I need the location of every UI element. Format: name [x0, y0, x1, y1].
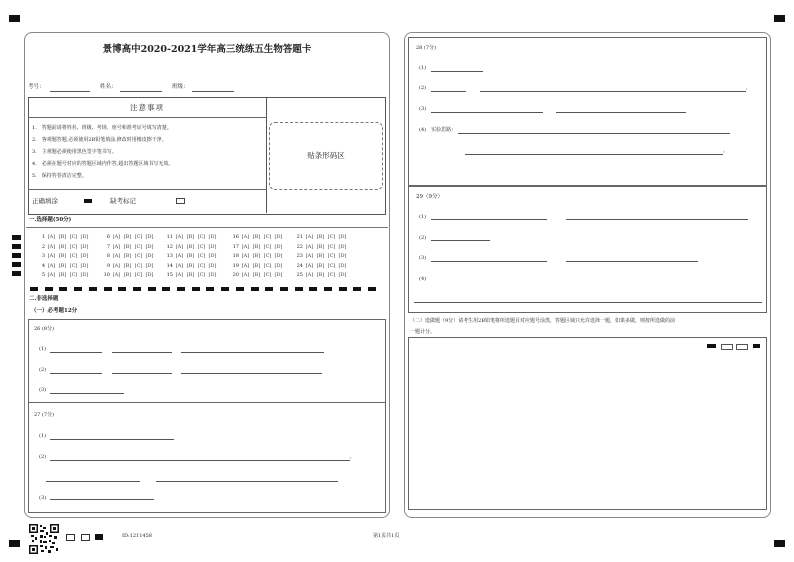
choice-option-bubble[interactable]: [B]: [252, 253, 261, 259]
choice-question-number: 13: [166, 253, 173, 259]
choice-question: [293, 234, 348, 241]
choice-question: [100, 244, 155, 251]
notice-divider-h1: [28, 117, 266, 118]
q28-period: 。: [723, 148, 729, 154]
exam-no-label: 考号：: [28, 84, 45, 90]
q29-blank[interactable]: [431, 261, 547, 262]
choice-option-bubble[interactable]: [A]: [47, 234, 56, 240]
barcode-label: 贴条形码区: [307, 151, 345, 160]
corner-mark-top-right: [774, 15, 785, 22]
choice-option-bubble[interactable]: [B]: [58, 262, 67, 269]
choice-question: [229, 272, 284, 279]
choice-option-bubble[interactable]: [B]: [123, 262, 132, 269]
choice-option-bubble[interactable]: [A]: [47, 253, 56, 259]
q26-blank[interactable]: [112, 352, 172, 353]
choice-question: [293, 244, 348, 251]
exam-no-field[interactable]: [50, 91, 90, 92]
choice-question: [229, 253, 284, 260]
q29-label-3: (3): [419, 255, 427, 261]
choice-question-number: 1: [41, 234, 45, 240]
q27-blank[interactable]: [50, 499, 154, 500]
choice-option-bubble[interactable]: [D]: [145, 234, 154, 240]
q28-blank[interactable]: [556, 112, 686, 113]
choice-question: [100, 263, 155, 270]
fill-correct-label: 正确填涂: [32, 197, 58, 205]
choice-question-number: 10: [103, 272, 110, 278]
class-field[interactable]: [192, 91, 234, 92]
choice-option-bubble[interactable]: [B]: [316, 272, 325, 278]
name-field[interactable]: [120, 91, 162, 92]
timing-mark: [74, 287, 82, 291]
elective-instructions: （二）选做题（9分）请考生用2B铅笔将所选题目对应题号涂黑，答题区域只允许选择一题，如果多做，则按所选做的前: [410, 318, 676, 324]
timing-mark: [177, 287, 185, 291]
choice-option-bubble[interactable]: [D]: [338, 243, 347, 250]
timing-mark: [12, 262, 21, 267]
notice-divider-v: [266, 97, 267, 213]
choice-option-bubble[interactable]: [B]: [58, 253, 67, 259]
choice-option-bubble[interactable]: [A]: [305, 234, 314, 240]
fill-correct-sample: [84, 199, 92, 203]
timing-mark: [162, 287, 170, 291]
choice-option-bubble[interactable]: [C]: [327, 243, 336, 250]
choice-option-bubble[interactable]: [A]: [47, 262, 56, 269]
choice-question: [163, 253, 218, 260]
choice-option-bubble[interactable]: [B]: [316, 262, 325, 269]
choice-option-bubble[interactable]: [D]: [274, 253, 283, 259]
choice-option-bubble[interactable]: [A]: [175, 253, 184, 259]
choice-heading: 一.选择题(50分): [29, 217, 72, 223]
q28-comma: ，: [746, 85, 752, 91]
choice-question: [100, 272, 155, 279]
timing-mark: [59, 287, 67, 291]
q28-label-2: (2): [419, 85, 427, 91]
choice-option-bubble[interactable]: [A]: [112, 272, 121, 278]
choice-option-bubble[interactable]: [D]: [208, 243, 217, 250]
choice-option-bubble[interactable]: [A]: [175, 243, 184, 250]
q26-title: 26 (8分): [34, 326, 55, 332]
choice-question: [35, 244, 90, 251]
choice-option-bubble[interactable]: [B]: [123, 234, 132, 240]
choice-option-bubble[interactable]: [B]: [58, 272, 67, 278]
timing-mark: [324, 287, 332, 291]
choice-question-number: 2: [41, 243, 45, 250]
choice-option-bubble[interactable]: [B]: [123, 253, 132, 259]
choice-question: [35, 253, 90, 260]
choice-question-number: 3: [41, 253, 45, 259]
choice-option-bubble[interactable]: [A]: [175, 272, 184, 278]
timing-mark: [339, 287, 347, 291]
choice-option-bubble[interactable]: [A]: [305, 272, 314, 278]
choice-option-bubble[interactable]: [C]: [263, 272, 272, 278]
choice-option-bubble[interactable]: [C]: [134, 262, 143, 269]
choice-option-bubble[interactable]: [C]: [327, 234, 336, 240]
choice-option-bubble[interactable]: [C]: [69, 262, 78, 269]
corner-mark-bottom-right: [774, 540, 785, 547]
choice-option-bubble[interactable]: [A]: [241, 262, 250, 269]
q29-blank[interactable]: [566, 261, 698, 262]
timing-mark: [295, 287, 303, 291]
timing-mark: [368, 287, 376, 291]
timing-mark: [12, 253, 21, 258]
choice-option-bubble[interactable]: [D]: [208, 262, 217, 269]
name-label: 姓名：: [100, 84, 117, 90]
choice-option-bubble[interactable]: [A]: [112, 253, 121, 259]
q27-blank[interactable]: [156, 481, 338, 482]
choice-option-bubble[interactable]: [D]: [80, 234, 89, 240]
choice-question: [293, 263, 348, 270]
nonchoice-heading: 二.非选择题: [29, 296, 59, 302]
answer-box-26-27: [28, 319, 386, 513]
choice-option-bubble[interactable]: [B]: [186, 253, 195, 259]
choice-option-bubble[interactable]: [B]: [186, 262, 195, 269]
choice-option-bubble[interactable]: [A]: [241, 243, 250, 250]
q26-label-3: (3): [39, 387, 47, 393]
choice-option-bubble[interactable]: [D]: [274, 234, 283, 240]
q28-blank[interactable]: [465, 154, 723, 155]
q28-blank[interactable]: [458, 133, 730, 134]
choice-question: [100, 234, 155, 241]
choice-option-bubble[interactable]: [C]: [134, 234, 143, 240]
choice-option-bubble[interactable]: [A]: [305, 262, 314, 269]
choice-question-number: 15: [166, 272, 173, 278]
notice-divider-h2: [28, 189, 266, 190]
choice-question-number: 17: [232, 243, 239, 250]
choice-question-number: 21: [296, 234, 303, 240]
choice-option-bubble[interactable]: [C]: [263, 234, 272, 240]
q29-blank[interactable]: [431, 219, 547, 220]
choice-option-bubble[interactable]: [C]: [69, 272, 78, 278]
notice-heading: 注意事项: [130, 103, 164, 112]
choice-question-number: 20: [232, 272, 239, 278]
choice-question-number: 23: [296, 253, 303, 259]
choice-option-bubble[interactable]: [D]: [338, 272, 347, 278]
class-label: 班级：: [172, 84, 189, 90]
elective-instructions-cont: 一题计分。: [410, 329, 436, 335]
choice-question: [293, 272, 348, 279]
q29-label-1: (1): [419, 214, 427, 220]
choice-question: [293, 253, 348, 260]
q26-blank[interactable]: [50, 373, 102, 374]
choice-option-bubble[interactable]: [C]: [327, 262, 336, 269]
q26-blank[interactable]: [112, 373, 172, 374]
choice-option-bubble[interactable]: [D]: [145, 272, 154, 278]
footer-box: [81, 534, 90, 541]
q26-blank[interactable]: [181, 373, 322, 374]
q27-blank[interactable]: [50, 460, 350, 461]
choice-question-number: 8: [106, 253, 110, 259]
choice-option-bubble[interactable]: [C]: [197, 272, 206, 278]
choice-question: [163, 244, 218, 251]
choice-question: [35, 234, 90, 241]
choice-option-bubble[interactable]: [A]: [175, 234, 184, 240]
choice-option-bubble[interactable]: [B]: [252, 272, 261, 278]
timing-mark: [206, 287, 214, 291]
q29-blank[interactable]: [431, 240, 490, 241]
q26-blank[interactable]: [181, 352, 324, 353]
choice-option-bubble[interactable]: [A]: [305, 253, 314, 259]
timing-mark: [192, 287, 200, 291]
choice-option-bubble[interactable]: [B]: [316, 234, 325, 240]
choice-option-bubble[interactable]: [C]: [69, 253, 78, 259]
choice-question: [229, 244, 284, 251]
choice-question-number: 18: [232, 253, 239, 259]
timing-mark: [104, 287, 112, 291]
choice-option-bubble[interactable]: [D]: [80, 243, 89, 250]
timing-mark: [12, 244, 21, 249]
choice-option-bubble[interactable]: [C]: [327, 272, 336, 278]
choice-option-bubble[interactable]: [A]: [47, 243, 56, 250]
q26-q27-divider: [28, 402, 386, 403]
absent-mark-box[interactable]: [176, 198, 185, 204]
timing-mark: [118, 287, 126, 291]
choice-option-bubble[interactable]: [B]: [186, 272, 195, 278]
choice-question: [163, 263, 218, 270]
choice-option-bubble[interactable]: [A]: [47, 272, 56, 278]
q28-label-3: (3): [419, 106, 427, 112]
choice-option-bubble[interactable]: [C]: [263, 253, 272, 259]
notice-item: 3. 主观题必须使用黑色签字笔书写。: [32, 149, 117, 155]
sheet-title: 景博高中2020-2021学年高三统练五生物答题卡: [102, 44, 312, 55]
corner-mark-bottom-left: [9, 540, 20, 547]
q27-title: 27 (7分): [34, 412, 55, 418]
choice-question: [229, 263, 284, 270]
choice-question-number: 5: [41, 272, 45, 278]
notice-item: 4. 必须在题号对应的答题区域内作答,超出答题区域书写无效。: [32, 161, 174, 167]
choice-option-bubble[interactable]: [D]: [208, 234, 217, 240]
timing-mark: [133, 287, 141, 291]
choice-option-bubble[interactable]: [A]: [112, 234, 121, 240]
choice-option-bubble[interactable]: [A]: [112, 243, 121, 250]
q27-label-1: (1): [39, 433, 47, 439]
choice-option-bubble[interactable]: [A]: [241, 272, 250, 278]
choice-divider: [26, 227, 388, 228]
timing-mark: [45, 287, 53, 291]
q27-blank[interactable]: [46, 481, 140, 482]
timing-mark: [12, 271, 21, 276]
notice-item: 1. 答题前请将姓名、班级、考场、座号和准考证号填写清楚。: [32, 125, 172, 131]
q29-blank[interactable]: [566, 219, 748, 220]
notice-item: 2. 客观题答题,必须使用2B铅笔填涂,修改时用橡皮擦干净。: [32, 137, 167, 143]
choice-option-bubble[interactable]: [D]: [145, 243, 154, 250]
choice-question-number: 19: [232, 262, 239, 269]
choice-option-bubble[interactable]: [D]: [80, 262, 89, 269]
choice-question-number: 16: [232, 234, 239, 240]
choice-option-bubble[interactable]: [C]: [69, 234, 78, 240]
choice-option-bubble[interactable]: [C]: [69, 243, 78, 250]
choice-question-number: 4: [41, 262, 45, 269]
choice-question: [35, 272, 90, 279]
choice-question-number: 12: [166, 243, 173, 250]
q28-label-4: (4) 实验思路：: [419, 127, 457, 133]
choice-option-bubble[interactable]: [D]: [274, 262, 283, 269]
required-heading: （一）必考题12分: [31, 308, 78, 314]
q28-title: 28 (7分): [416, 45, 437, 51]
choice-question: [100, 253, 155, 260]
choice-question: [163, 272, 218, 279]
choice-option-bubble[interactable]: [A]: [305, 243, 314, 250]
timing-mark: [221, 287, 229, 291]
choice-question-number: 11: [166, 234, 173, 240]
sheet-id: ID:1211458: [122, 533, 152, 539]
choice-option-bubble[interactable]: [B]: [58, 234, 67, 240]
choice-question-number: 14: [166, 262, 173, 269]
q28-blank[interactable]: [480, 91, 746, 92]
choice-option-bubble[interactable]: [C]: [134, 272, 143, 278]
choice-option-bubble[interactable]: [D]: [80, 253, 89, 259]
footer-mark: [95, 534, 103, 540]
choice-option-bubble[interactable]: [B]: [316, 253, 325, 259]
choice-option-bubble[interactable]: [C]: [197, 243, 206, 250]
choice-question-number: 22: [296, 243, 303, 250]
choice-option-bubble[interactable]: [A]: [112, 262, 121, 269]
choice-option-bubble[interactable]: [A]: [241, 234, 250, 240]
choice-option-bubble[interactable]: [C]: [263, 243, 272, 250]
timing-mark: [309, 287, 317, 291]
timing-mark: [236, 287, 244, 291]
choice-option-bubble[interactable]: [C]: [197, 262, 206, 269]
choice-option-bubble[interactable]: [C]: [197, 234, 206, 240]
absent-mark-label: 缺考标记: [110, 197, 136, 205]
choice-option-bubble[interactable]: [D]: [338, 234, 347, 240]
q29-title: 29（9分）: [416, 194, 443, 200]
choice-option-bubble[interactable]: [C]: [197, 253, 206, 259]
q28-label-1: (1): [419, 65, 427, 71]
choice-option-bubble[interactable]: [A]: [241, 253, 250, 259]
footer-box: [66, 534, 75, 541]
q28-blank[interactable]: [431, 112, 543, 113]
qr-code: [29, 524, 59, 554]
choice-question-number: 7: [106, 243, 110, 250]
choice-option-bubble[interactable]: [C]: [327, 253, 336, 259]
corner-mark-top-left: [9, 15, 20, 22]
timing-mark: [280, 287, 288, 291]
choice-option-bubble[interactable]: [B]: [252, 262, 261, 269]
q29-label-4: (4): [419, 276, 427, 282]
choice-question: [35, 263, 90, 270]
choice-option-bubble[interactable]: [D]: [145, 253, 154, 259]
choice-option-bubble[interactable]: [B]: [123, 243, 132, 250]
q26-label-2: (2): [39, 367, 47, 373]
choice-option-bubble[interactable]: [D]: [338, 262, 347, 269]
q28-blank[interactable]: [431, 91, 466, 92]
choice-option-bubble[interactable]: [A]: [175, 262, 184, 269]
page-number: 第1页共1页: [373, 533, 400, 539]
choice-option-bubble[interactable]: [B]: [252, 234, 261, 240]
choice-question-number: 24: [296, 262, 303, 269]
q26-blank[interactable]: [50, 352, 102, 353]
timing-mark: [89, 287, 97, 291]
choice-option-bubble[interactable]: [D]: [80, 272, 89, 278]
choice-option-bubble[interactable]: [C]: [263, 262, 272, 269]
choice-question-number: 6: [106, 234, 110, 240]
choice-option-bubble[interactable]: [B]: [186, 234, 195, 240]
choice-option-bubble[interactable]: [D]: [274, 272, 283, 278]
choice-option-bubble[interactable]: [B]: [252, 243, 261, 250]
q27-label-2: (2): [39, 454, 47, 460]
choice-question-number: 9: [106, 262, 110, 269]
timing-mark: [30, 287, 38, 291]
choice-question-number: 25: [296, 272, 303, 278]
timing-mark: [353, 287, 361, 291]
q27-blank[interactable]: [50, 439, 174, 440]
choice-option-bubble[interactable]: [D]: [274, 243, 283, 250]
choice-option-bubble[interactable]: [B]: [123, 272, 132, 278]
choice-option-bubble[interactable]: [B]: [186, 243, 195, 250]
choice-option-bubble[interactable]: [C]: [134, 253, 143, 259]
choice-option-bubble[interactable]: [B]: [316, 243, 325, 250]
choice-option-bubble[interactable]: [D]: [338, 253, 347, 259]
q29-blank[interactable]: [414, 302, 762, 303]
q28-blank[interactable]: [431, 71, 483, 72]
choice-option-bubble[interactable]: [D]: [208, 253, 217, 259]
timing-mark: [265, 287, 273, 291]
timing-mark: [251, 287, 259, 291]
q26-label-1: (1): [39, 346, 47, 352]
answer-box-29: [408, 185, 767, 313]
notice-item: 5. 保持答卷清洁完整。: [32, 173, 87, 179]
choice-option-bubble[interactable]: [D]: [208, 272, 217, 278]
timing-mark: [12, 235, 21, 240]
choice-option-bubble[interactable]: [B]: [58, 243, 67, 250]
choice-option-bubble[interactable]: [C]: [134, 243, 143, 250]
elective-answer-area[interactable]: [408, 337, 767, 510]
choice-question: [163, 234, 218, 241]
q27-comma: ，: [350, 454, 356, 460]
choice-option-bubble[interactable]: [D]: [145, 262, 154, 269]
q26-blank[interactable]: [50, 393, 124, 394]
choice-question: [229, 234, 284, 241]
q29-label-2: (2): [419, 235, 427, 241]
timing-mark: [148, 287, 156, 291]
q27-label-3: (3): [39, 495, 47, 501]
